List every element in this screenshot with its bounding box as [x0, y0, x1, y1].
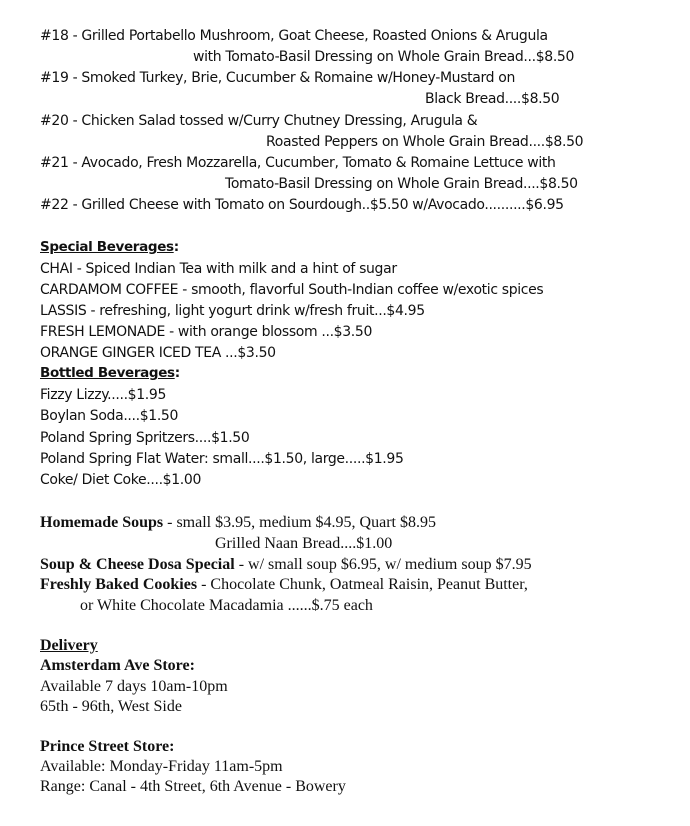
- special-beverages-heading: [40, 241, 179, 255]
- sandwich-19-line1: #19 - Smoked Turkey, Brie, Cucumber & Romaine w/Honey-Mustard on: [40, 70, 516, 86]
- amsterdam-store-range: 65th - 96th, West Side: [40, 698, 182, 715]
- dosa-special-prices: - w/ small soup $6.95, w/ medium soup $7.95: [234, 556, 532, 573]
- special-beverages-heading-text: Special Beverages: [40, 239, 174, 255]
- bottled-beverages-heading: [40, 367, 180, 381]
- sandwich-20-line1: #20 - Chicken Salad tossed w/Curry Chutney Dressing, Arugula &: [40, 113, 478, 129]
- cookies-line2: or White Chocolate Macadamia ......$.75 each: [80, 597, 373, 614]
- dosa-special-line: [40, 557, 532, 573]
- homemade-soups-prices: - small $3.95, medium $4.95, Quart $8.95: [163, 514, 436, 531]
- bottled-boylan-soda: Boylan Soda....$1.50: [40, 408, 179, 424]
- sandwich-21-line2: Tomato-Basil Dressing on Whole Grain Bread....$8.50: [225, 176, 578, 192]
- delivery-heading: Delivery: [40, 637, 98, 654]
- bottled-beverages-heading-colon: :: [174, 365, 180, 381]
- bottled-poland-flat-water: Poland Spring Flat Water: small....$1.50, large.....$1.95: [40, 451, 404, 467]
- amsterdam-store-hours: Available 7 days 10am-10pm: [40, 678, 228, 695]
- prince-store-range: Range: Canal - 4th Street, 6th Avenue - Bowery: [40, 778, 346, 795]
- homemade-soups-label: Homemade Soups: [40, 514, 164, 531]
- bottled-coke: Coke/ Diet Coke....$1.00: [40, 472, 201, 488]
- amsterdam-store-name: Amsterdam Ave Store:: [40, 657, 195, 674]
- bottled-beverages-heading-text: Bottled Beverages: [40, 365, 175, 381]
- prince-store-name: Prince Street Store:: [40, 738, 175, 755]
- prince-store-hours: Available: Monday-Friday 11am-5pm: [40, 758, 283, 775]
- sandwich-18-line1: #18 - Grilled Portabello Mushroom, Goat Cheese, Roasted Onions & Arugula: [40, 28, 548, 44]
- special-beverages-heading-colon: :: [173, 239, 179, 255]
- grilled-naan-bread: Grilled Naan Bread....$1.00: [215, 535, 393, 552]
- sandwich-18-line2: with Tomato-Basil Dressing on Whole Grain Bread...$8.50: [193, 49, 575, 65]
- dosa-special-label: Soup & Cheese Dosa Special: [40, 556, 235, 573]
- beverage-orange-ginger-tea: ORANGE GINGER ICED TEA ...$3.50: [40, 345, 276, 361]
- cookies-varieties: - Chocolate Chunk, Oatmeal Raisin, Peanut Butter,: [197, 576, 528, 593]
- bottled-poland-spritzers: Poland Spring Spritzers....$1.50: [40, 430, 250, 446]
- beverage-cardamom-coffee: CARDAMOM COFFEE - smooth, flavorful South-Indian coffee w/exotic spices: [40, 282, 544, 298]
- beverage-chai: CHAI - Spiced Indian Tea with milk and a hint of sugar: [40, 261, 397, 277]
- sandwich-19-line2: Black Bread....$8.50: [425, 91, 560, 107]
- beverage-lassis: LASSIS - refreshing, light yogurt drink w/fresh fruit...$4.95: [40, 303, 425, 319]
- homemade-soups-line: [40, 515, 436, 531]
- sandwich-22-line1: #22 - Grilled Cheese with Tomato on Sourdough..$5.50 w/Avocado..........$6.95: [40, 197, 564, 213]
- cookies-line: [40, 577, 528, 593]
- beverage-lemonade: FRESH LEMONADE - with orange blossom ...$3.50: [40, 324, 373, 340]
- sandwich-20-line2: Roasted Peppers on Whole Grain Bread....$8.50: [266, 134, 584, 150]
- sandwich-21-line1: #21 - Avocado, Fresh Mozzarella, Cucumber, Tomato & Romaine Lettuce with: [40, 155, 556, 171]
- bottled-fizzy-lizzy: Fizzy Lizzy.....$1.95: [40, 387, 167, 403]
- cookies-label: Freshly Baked Cookies: [40, 576, 198, 593]
